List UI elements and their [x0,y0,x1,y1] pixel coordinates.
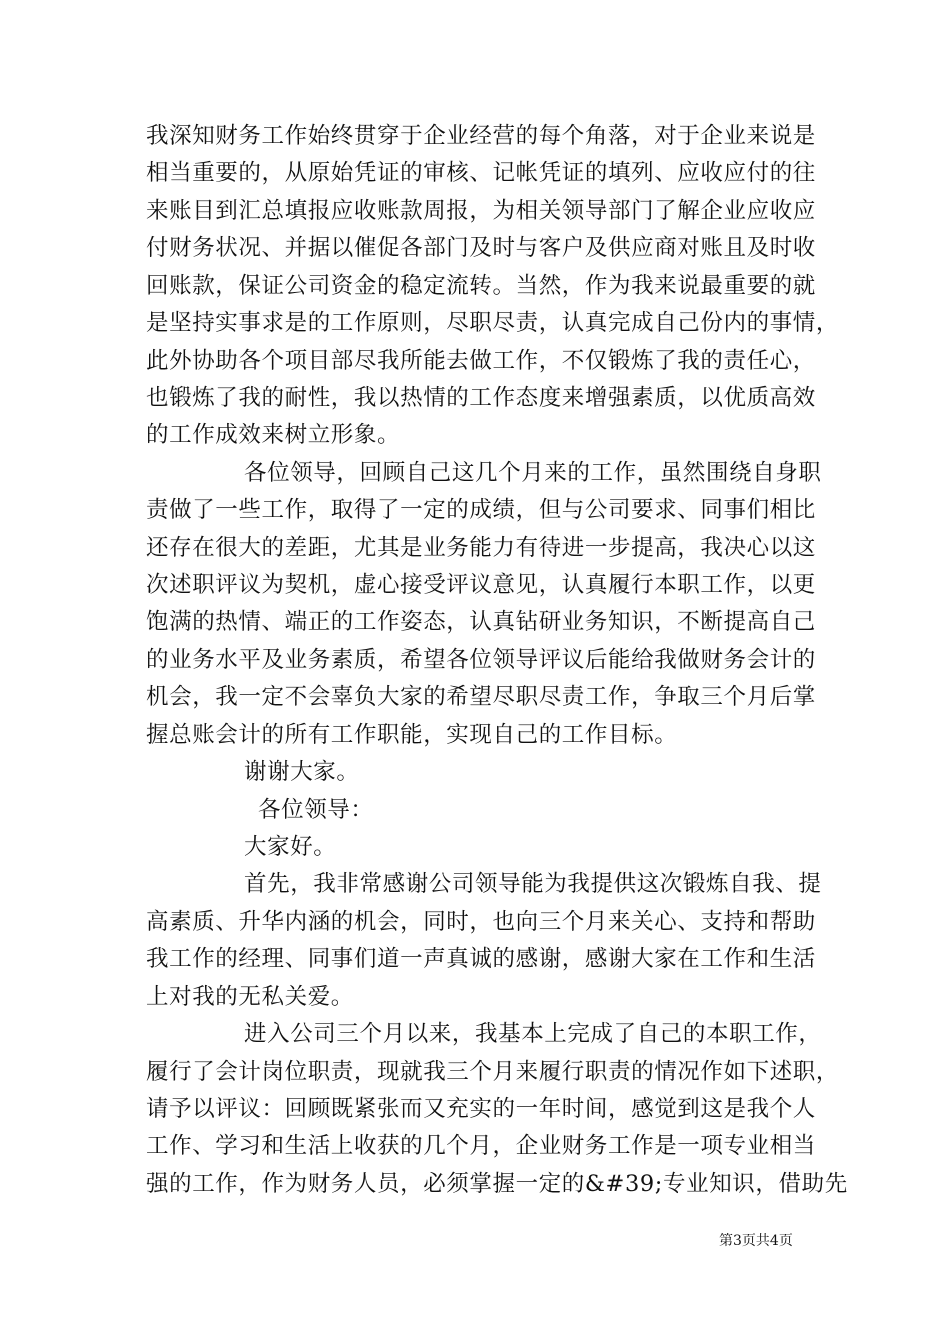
text-line: 此外协助各个项目部尽我所能去做工作，不仅锻炼了我的责任心， [146,348,816,374]
text-line: 各位领导，回顾自己这几个月来的工作，虽然围绕自身职 [244,460,822,486]
text-line: 的工作成效来树立形象。 [146,422,401,448]
text-line: 还存在很大的差距，尤其是业务能力有待进一步提高，我决心以这 [146,535,816,561]
text-line: 履行了会计岗位职责，现就我三个月来履行职责的情况作如下述职， [146,1059,840,1085]
page-footer: 第3页共4页 [719,1233,793,1249]
text-line: 各位领导： [258,797,374,823]
text-line: 我深知财务工作始终贯穿于企业经营的每个角落，对于企业来说是 [146,123,816,149]
text-line: 强的工作，作为财务人员，必须掌握一定的&#39;专业知识，借助先 [146,1171,848,1197]
text-line: 是坚持实事求是的工作原则，尽职尽责，认真完成自己份内的事情， [146,310,840,336]
text-line: 机会，我一定不会辜负大家的希望尽职尽责工作，争取三个月后掌 [146,684,816,710]
text-line: 责做了一些工作，取得了一定的成绩，但与公司要求、同事们相比 [146,497,816,523]
text-line: 进入公司三个月以来，我基本上完成了自己的本职工作， [244,1021,822,1047]
text-line: 来账目到汇总填报应收账款周报，为相关领导部门了解企业应收应 [146,198,816,224]
text-line: 首先，我非常感谢公司领导能为我提供这次锻炼自我、提 [244,871,822,897]
text-line: 次述职评议为契机，虚心接受评议意见，认真履行本职工作，以更 [146,572,816,598]
text-line: 高素质、升华内涵的机会，同时，也向三个月来关心、支持和帮助 [146,909,816,935]
text-line: 饱满的热情、端正的工作姿态，认真钻研业务知识，不断提高自己 [146,609,816,635]
text-line: 付财务状况、并据以催促各部门及时与客户及供应商对账且及时收 [146,235,816,261]
text-line: 的业务水平及业务素质，希望各位领导评议后能给我做财务会计的 [146,647,816,673]
text-line: 回账款，保证公司资金的稳定流转。当然，作为我来说最重要的就 [146,273,816,299]
text-line: 上对我的无私关爱。 [146,984,354,1010]
text-line: 谢谢大家。 [244,759,360,785]
text-line: 工作、学习和生活上收获的几个月，企业财务工作是一项专业相当 [146,1133,816,1159]
text-line: 握总账会计的所有工作职能，实现自己的工作目标。 [146,722,678,748]
text-line: 我工作的经理、同事们道一声真诚的感谢，感谢大家在工作和生活 [146,946,816,972]
text-line: 大家好。 [244,834,337,860]
text-line: 请予以评议：回顾既紧张而又充实的一年时间，感觉到这是我个人 [146,1096,816,1122]
text-line: 相当重要的，从原始凭证的审核、记帐凭证的填列、应收应付的往 [146,160,816,186]
text-line: 也锻炼了我的耐性，我以热情的工作态度来增强素质，以优质高效 [146,385,816,411]
